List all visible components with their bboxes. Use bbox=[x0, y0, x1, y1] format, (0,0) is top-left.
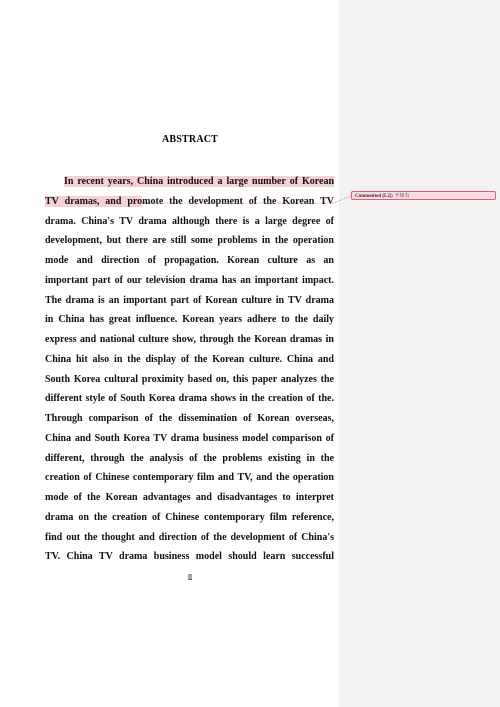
highlighted-text: In recent years, China introduced a large number of Korean bbox=[64, 176, 334, 187]
body-line: The drama is an important part of Korean culture in TV drama bbox=[45, 294, 334, 306]
comment-author-label: Commented [L2]: bbox=[355, 194, 394, 199]
body-line: in China has great influence. Korean years adhere to the daily bbox=[45, 314, 334, 326]
body-text: mote the development of the Korean TV bbox=[142, 195, 334, 207]
body-line: development, but there are still some problems in the operation bbox=[45, 235, 334, 247]
comment-balloon[interactable] bbox=[351, 191, 496, 200]
page-number: Ⅱ bbox=[187, 574, 193, 582]
highlighted-text: TV dramas, and pro bbox=[45, 195, 143, 207]
body-line: express and national culture show, through the Korean dramas in bbox=[45, 334, 334, 345]
body-line: Through comparison of the dissemination of Korean overseas, bbox=[45, 413, 334, 424]
body-line: TV. China TV drama business model should learn successful bbox=[45, 551, 334, 563]
comments-margin-pane bbox=[339, 0, 500, 707]
body-line: China hit also in the display of the Korean culture. China and bbox=[45, 353, 334, 365]
body-line bbox=[45, 196, 334, 208]
body-line: mode and direction of propagation. Korean culture as an bbox=[45, 255, 334, 266]
body-line bbox=[64, 176, 334, 188]
body-line: important part of our television drama has an important impact. bbox=[45, 274, 334, 286]
body-line: drama. China's TV drama although there is a large degree of bbox=[45, 215, 334, 227]
body-line: different style of South Korea drama shows in the creation of the. bbox=[45, 393, 334, 405]
body-line: South Korea cultural proximity based on, this paper analyzes the bbox=[45, 373, 334, 385]
body-line: mode of the Korean advantages and disadvantages to interpret bbox=[45, 492, 334, 503]
body-line: creation of Chinese contemporary film and TV, and the operation bbox=[45, 472, 334, 484]
body-line: China and South Korea TV drama business model comparison of bbox=[45, 432, 334, 444]
body-line: find out the thought and direction of the development of China's bbox=[45, 531, 334, 543]
comment-text: 不如有 bbox=[394, 194, 410, 199]
abstract-heading: ABSTRACT bbox=[161, 134, 219, 145]
body-line: different, through the analysis of the problems existing in the bbox=[45, 452, 334, 464]
body-line: drama on the creation of Chinese contemporary film reference, bbox=[45, 511, 334, 523]
